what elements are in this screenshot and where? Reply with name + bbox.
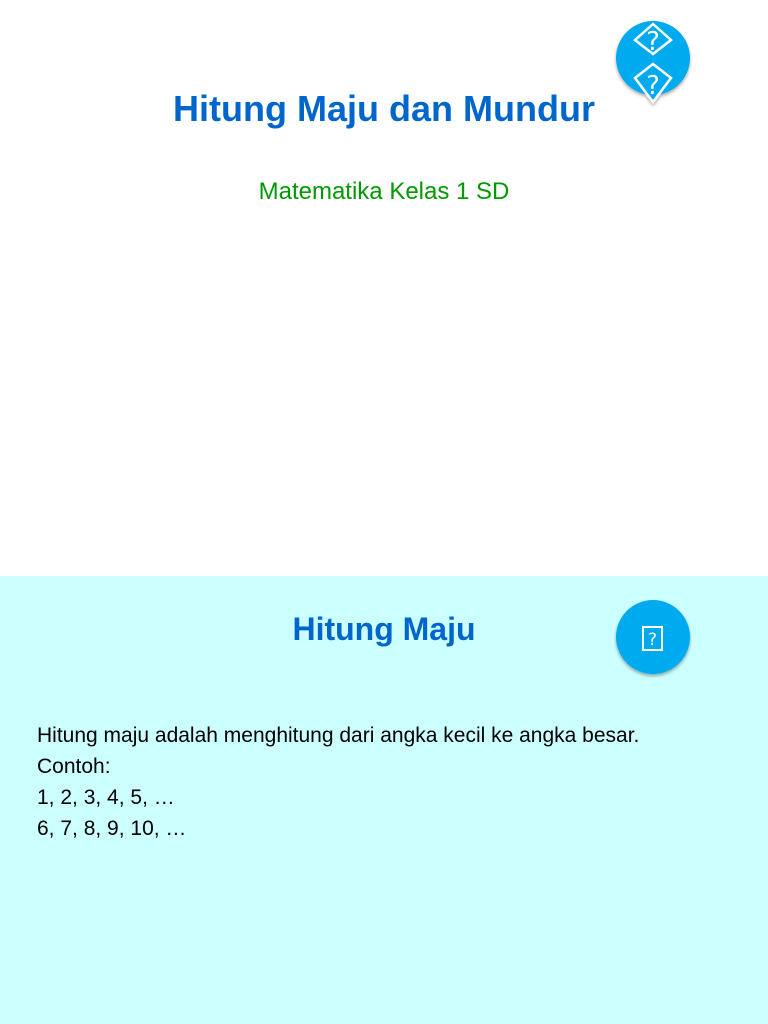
question-mark-bottom: ? — [646, 71, 660, 101]
body-line-sequence-1: 1, 2, 3, 4, 5, … — [37, 786, 175, 809]
content-slide — [0, 576, 768, 1024]
slide-subtitle: Matematika Kelas 1 SD — [258, 178, 510, 205]
question-diamond-icon[interactable] — [613, 20, 693, 110]
slide-title: Hitung Maju dan Mundur — [173, 88, 595, 129]
body-line-example-label: Contoh: — [37, 755, 111, 778]
help-circle-icon[interactable] — [614, 600, 692, 678]
slide-title: Hitung Maju — [292, 611, 476, 647]
help-glyph: ? — [647, 630, 658, 650]
body-line-sequence-2: 6, 7, 8, 9, 10, … — [37, 817, 187, 840]
body-line-definition: Hitung maju adalah menghitung dari angka kecil ke angka besar. — [37, 724, 640, 747]
slide-body — [37, 720, 737, 844]
question-mark-top: ? — [646, 27, 660, 57]
